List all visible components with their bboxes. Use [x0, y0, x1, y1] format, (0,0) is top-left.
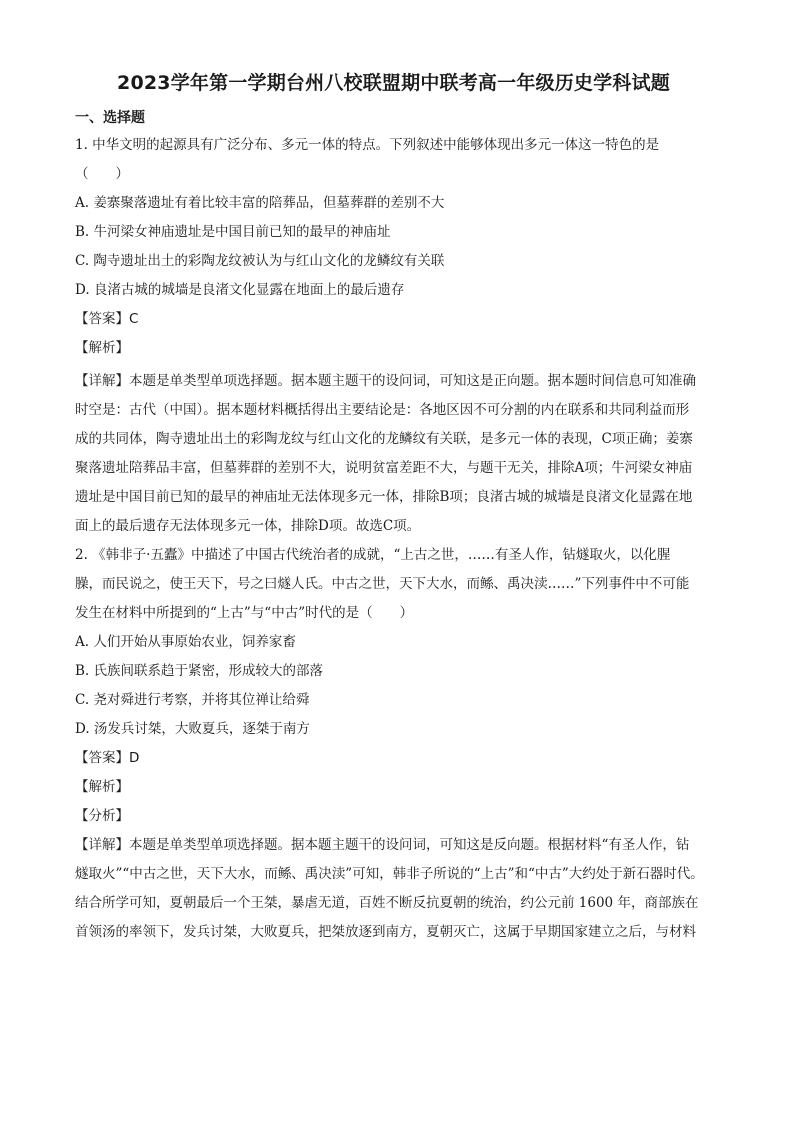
- question-2-detail-line: 结合所学可知，夏朝最后一个王桀，暴虐无道，百姓不断反抗夏朝的统治，约公元前 1600 年，商部族在: [75, 895, 699, 911]
- question-1-option-d: D. 良渚古城的城墙是良渚文化显露在地面上的最后遗存: [75, 282, 405, 298]
- question-1-bracket: （ ）: [75, 166, 129, 182]
- question-1-answer: 【答案】C: [75, 311, 139, 327]
- question-1-detail-line: 成的共同体，陶寺遗址出土的彩陶龙纹与红山文化的龙鳞纹有关联，是多元一体的表现，C项正确；姜寨: [75, 431, 693, 447]
- question-2-fenxi-label: 【分析】: [75, 808, 129, 824]
- question-2-stem-line: 发生在材料中所提到的“上古”与“中古”时代的是（ ）: [75, 605, 414, 621]
- page-title: 2023学年第一学期台州八校联盟期中联考高一年级历史学科试题: [117, 72, 670, 94]
- question-1: [75, 135, 712, 541]
- question-2-detail-line: 【详解】本题是单类型单项选择题。据本题主题干的设问词，可知这是反向题。根据材料“有圣人作，钻: [75, 837, 690, 853]
- question-1-option-c: C. 陶寺遗址出土的彩陶龙纹被认为与红山文化的龙鳞纹有关联: [75, 253, 445, 269]
- question-2: [75, 541, 712, 947]
- question-2-option-b: B. 氏族间联系趋于紧密，形成较大的部落: [75, 663, 324, 679]
- question-1-detail-line: 【详解】本题是单类型单项选择题。据本题主题干的设问词，可知这是正向题。据本题时间信息可知准确: [75, 373, 696, 389]
- question-1-detail-line: 时空是：古代（中国）。据本题材料概括得出主要结论是：各地区因不可分割的内在联系和共同利益而形: [75, 402, 690, 418]
- question-2-detail-line: 燧取火”“中古之世，天下大水，而鲧、禹决渎”可知，韩非子所说的“上古”和“中古”大约处于新石器时代。: [75, 866, 704, 882]
- section-heading: 一、选择题: [75, 110, 145, 126]
- question-2-stem-line: 臊，而民说之，使王天下，号之曰燧人氏。中古之世，天下大水，而鲧、禹决渎……”下列事件中不可能: [75, 576, 690, 592]
- question-1-detail-line: 遗址是中国目前已知的最早的神庙址无法体现多元一体，排除B项；良渚古城的城墙是良渚文化显露在地: [75, 489, 693, 505]
- question-2-stem-line: 2. 《韩非子·五蠹》中描述了中国古代统治者的成就，“上古之世，……有圣人作，钻燧取火，以化腥: [75, 547, 671, 563]
- question-1-option-b: B. 牛河梁女神庙遗址是中国目前已知的最早的神庙址: [75, 224, 391, 240]
- question-1-stem: 1. 中华文明的起源具有广泛分布、多元一体的特点。下列叙述中能够体现出多元一体这一特色的是: [75, 137, 660, 153]
- question-1-option-a: A. 姜寨聚落遗址有着比较丰富的陪葬品，但墓葬群的差别不大: [75, 195, 445, 211]
- question-2-detail-line: 首领汤的率领下，发兵讨桀，大败夏兵，把桀放逐到南方，夏朝灭亡，这属于早期国家建立之后，与材料: [75, 924, 696, 940]
- question-2-option-c: C. 尧对舜进行考察，并将其位禅让给舜: [75, 692, 310, 708]
- question-2-answer: 【答案】D: [75, 750, 140, 766]
- question-2-analysis-label: 【解析】: [75, 779, 129, 795]
- question-1-analysis-label: 【解析】: [75, 340, 129, 356]
- question-1-detail-line: 面上的最后遗存无法体现多元一体，排除D项。故选C项。: [75, 518, 421, 534]
- question-2-option-a: A. 人们开始从事原始农业，饲养家畜: [75, 634, 296, 650]
- question-1-detail-line: 聚落遗址陪葬品丰富，但墓葬群的差别不大，说明贫富差距不大，与题干无关，排除A项；牛河梁女神庙: [75, 460, 693, 476]
- question-2-option-d: D. 汤发兵讨桀，大败夏兵，逐桀于南方: [75, 721, 310, 737]
